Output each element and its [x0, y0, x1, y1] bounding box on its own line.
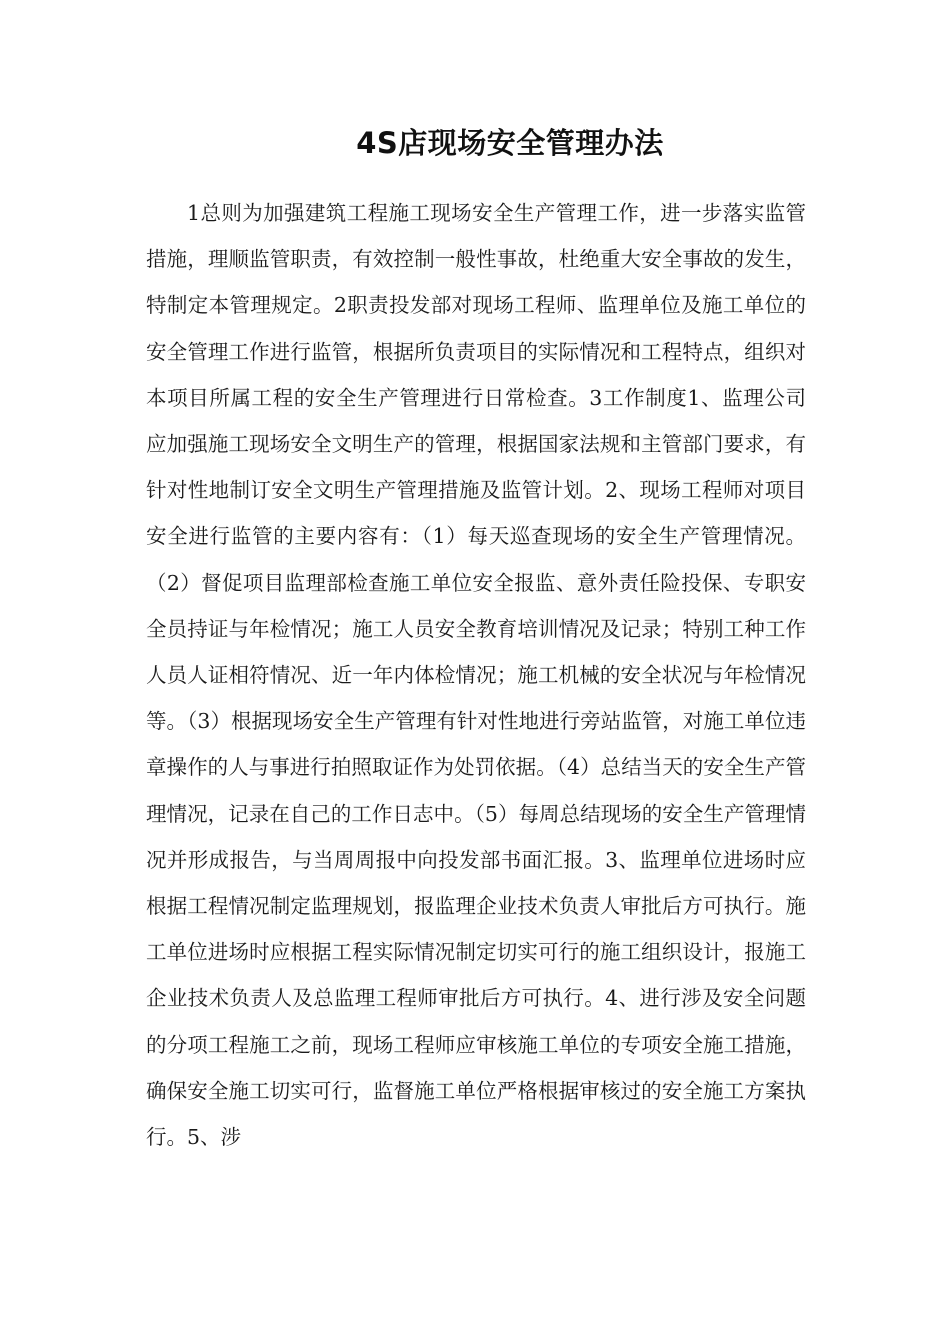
document-title: 4S店现场安全管理办法	[356, 126, 664, 160]
document-body: 1总则为加强建筑工程施工现场安全生产管理工作，进一步落实监管措施，理顺监管职责，有效控制一般性事故，杜绝重大安全事故的发生，特制定本管理规定。2职责投发部对现场工程师、监理单位及施工单位的安全管理工作进行监管，根据所负责项目的实际情况和工程特点，组织对本项目所属工程的安全生产管理进行日常检查。3工作制度1、监理公司应加强施工现场安全文明生产的管理，根据国家法规和主管部门要求，有针对性地制订安全文明生产管理措施及监管计划。2、现场工程师对项目安全进行监管的主要内容有：（1）每天巡查现场的安全生产管理情况。（2）督促项目监理部检查施工单位安全报监、意外责任险投保、专职安全员持证与年检情况；施工人员安全教育培训情况及记录；特别工种工作人员人证相符情况、近一年内体检情况；施工机械的安全状况与年检情况等。（3）根据现场安全生产管理有针对性地进行旁站监管，对施工单位违章操作的人与事进行拍照取证作为处罚依据。（4）总结当天的安全生产管理情况，记录在自己的工作日志中。（5）每周总结现场的安全生产管理情况并形成报告，与当周周报中向投发部书面汇报。3、监理单位进场时应根据工程情况制定监理规划，报监理企业技术负责人审批后方可执行。施工单位进场时应根据工程实际情况制定切实可行的施工组织设计，报施工企业技术负责人及总监理工程师审批后方可执行。4、进行涉及安全问题的分项工程施工之前，现场工程师应审核施工单位的专项安全施工措施，确保安全施工切实可行，监督施工单位严格根据审核过的安全施工方案执行。5、涉	[146, 201, 806, 1150]
